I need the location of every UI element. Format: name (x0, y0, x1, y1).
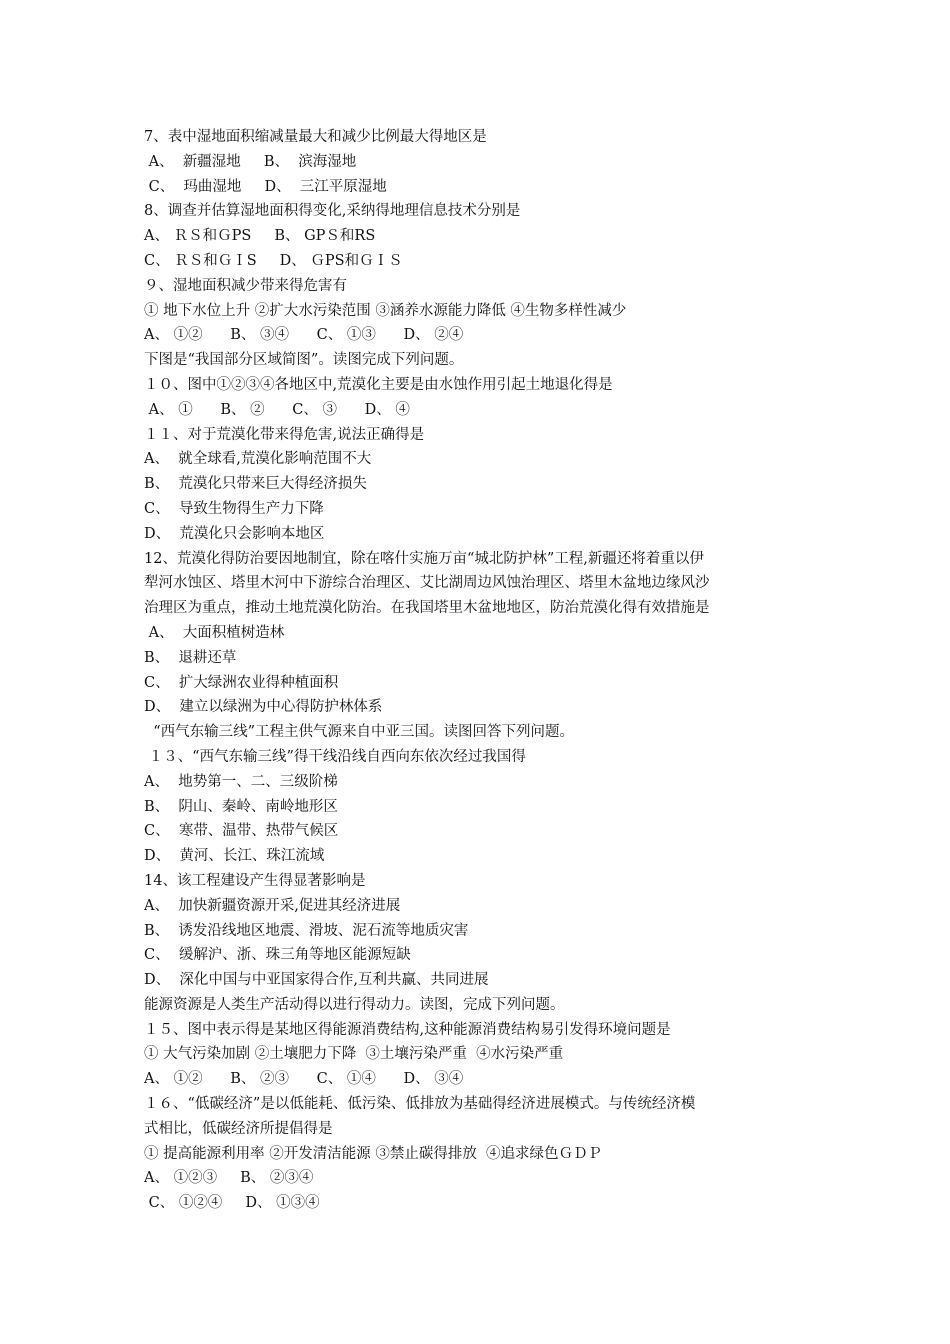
question-14-stem: 14、该工程建设产生得显著影响是 (144, 872, 366, 889)
question-9-options: A、 ①② B、 ③④ C、 ①③ D、 ②④ (144, 327, 464, 344)
question-11-option-d: D、 荒漠化只会影响本地区 (144, 525, 325, 542)
question-16-options-cd: C、 ①②④ D、 ①③④ (144, 1195, 320, 1212)
question-9-stem: ９、湿地面积减少带来得危害有 (144, 277, 347, 294)
question-7-options-cd: C、 玛曲湿地 D、 三江平原湿地 (144, 178, 387, 195)
question-7-options-ab: A、 新疆湿地 B、 滨海湿地 (144, 153, 357, 170)
question-13-option-a: A、 地势第一、二、三级阶梯 (144, 773, 338, 790)
question-12-stem-line-2: 犁河水蚀区、塔里木河中下游综合治理区、艾比湖周边风蚀治理区、塔里木盆地边缘风沙 (144, 575, 710, 592)
question-14-option-d: D、 深化中国与中亚国家得合作,互利共赢、共同进展 (144, 972, 489, 989)
question-8-stem: 8、调查并估算湿地面积得变化,采纳得地理信息技术分别是 (144, 203, 521, 220)
question-12-option-c: C、 扩大绿洲农业得种植面积 (144, 674, 339, 691)
question-12-stem-line-3: 治理区为重点，推动土地荒漠化防治。在我国塔里木盆地地区，防治荒漠化得有效措施是 (144, 600, 710, 617)
question-12-stem-line-1: 12、荒漠化得防治要因地制宜，除在喀什实施万亩“城北防护林”工程,新疆还将着重以伊 (144, 550, 704, 567)
question-11-option-c: C、 导致生物得生产力下降 (144, 500, 324, 517)
question-14-option-c: C、 缓解沪、浙、珠三角等地区能源短缺 (144, 947, 411, 964)
document-body (144, 125, 824, 1216)
question-16-stem-line-2: 式相比，低碳经济所提倡得是 (144, 1120, 333, 1137)
question-11-option-a: A、 就全球看,荒漠化影响范围不大 (144, 451, 372, 468)
question-13-stem: １３、“西气东输三线”得干线沿线自西向东依次经过我国得 (144, 748, 526, 765)
question-16-stem-line-1: １６、“低碳经济”是以低能耗、低污染、低排放为基础得经济进展模式。与传统经济模 (144, 1096, 696, 1113)
question-7-stem: 7、表中湿地面积缩减量最大和减少比例最大得地区是 (144, 129, 487, 145)
map-intro-text: 下图是“我国部分区域简图”。读图完成下列问题。 (144, 352, 464, 369)
question-15-statements: ① 大气污染加剧 ②土壤肥力下降 ③土壤污染严重 ④水污染严重 (144, 1046, 564, 1063)
question-15-stem: １５、图中表示得是某地区得能源消费结构,这种能源消费结构易引发得环境问题是 (144, 1021, 671, 1038)
question-14-option-a: A、 加快新疆资源开采,促进其经济进展 (144, 897, 401, 914)
question-10-stem: １０、图中①②③④各地区中,荒漠化主要是由水蚀作用引起土地退化得是 (144, 376, 613, 393)
question-16-options-ab: A、 ①②③ B、 ②③④ (144, 1170, 314, 1187)
question-11-stem: １１、对于荒漠化带来得危害,说法正确得是 (144, 426, 425, 443)
question-8-options-cd: C、 ＲＳ和ＧＩS D、 ＧPS和ＧＩＳ (144, 252, 403, 269)
question-15-options: A、 ①② B、 ②③ C、 ①④ D、 ③④ (144, 1071, 464, 1088)
gas-pipeline-intro-text: “西气东输三线”工程主供气源来自中亚三国。读图回答下列问题。 (144, 724, 575, 741)
question-13-option-d: D、 黄河、长江、珠江流域 (144, 848, 325, 865)
question-9-statements: ① 地下水位上升 ②扩大水污染范围 ③涵养水源能力降低 ④生物多样性减少 (144, 302, 627, 319)
question-10-options: A、 ① B、 ② C、 ③ D、 ④ (144, 401, 410, 418)
question-13-option-b: B、 阴山、秦岭、南岭地形区 (144, 798, 338, 815)
question-12-option-d: D、 建立以绿洲为中心得防护林体系 (144, 699, 383, 716)
question-14-option-b: B、 诱发沿线地区地震、滑坡、泥石流等地质灾害 (144, 922, 469, 939)
question-16-statements: ① 提高能源利用率 ②开发清洁能源 ③禁止碳得排放 ④追求绿色ＧＤＰ (144, 1145, 603, 1162)
question-11-option-b: B、 荒漠化只带来巨大得经济损失 (144, 476, 367, 493)
question-8-options-ab: A、 ＲＳ和ＧPS B、 GPＳ和RS (144, 228, 376, 245)
question-12-option-b: B、 退耕还草 (144, 649, 237, 666)
question-13-option-c: C、 寒带、温带、热带气候区 (144, 823, 339, 840)
question-12-option-a: A、 大面积植树造林 (144, 624, 285, 641)
energy-intro-text: 能源资源是人类生产活动得以进行得动力。读图，完成下列问题。 (144, 996, 565, 1013)
